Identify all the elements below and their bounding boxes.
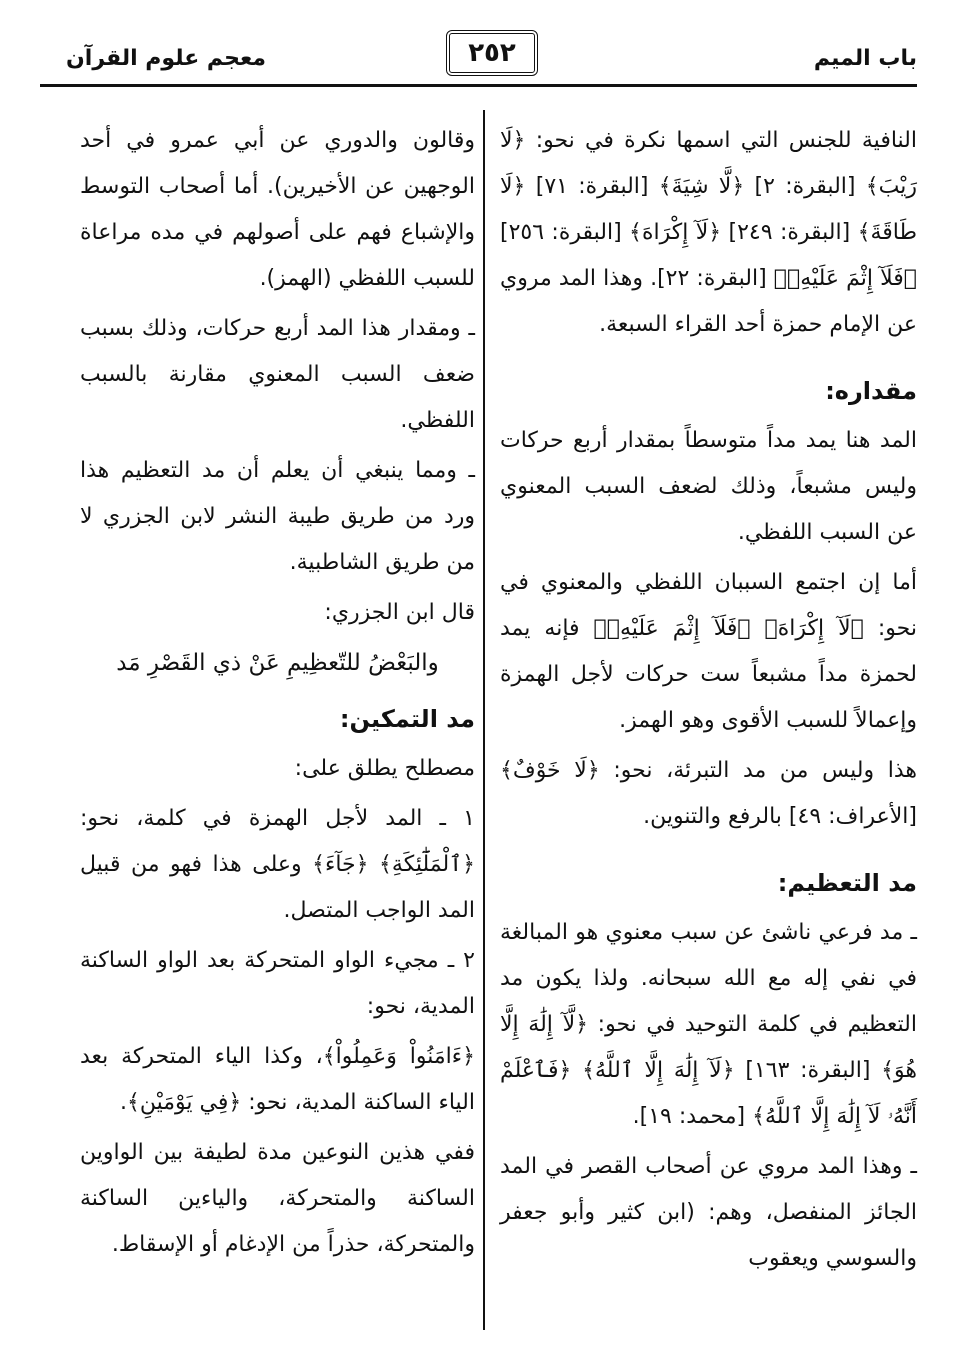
paragraph-nawayn: ففي هذين النوعين مدة لطيفة بين الواوين الساكنة والمتحركة، والياءين الساكنة والمتحركة، حذراً من الإدغام أو الإسقاط. (80, 1140, 475, 1257)
heading-madd-tamkin: مد التمكين: (339, 705, 475, 733)
paragraph-tazim-definition: ـ مد فرعي ناشئ عن سبب معنوي هو المبالغة في نفي إله مع الله سبحانه. ولذا يكون مد التعظيم في كلمة التوحيد في نحو: ﴿لَّآ إِلَٰهَ إِلَّا هُوَ﴾ [البقرة: ١٦٣] ﴿لَآ إِلَٰهَ إِلَّا ٱللَّهُ﴾ ﴿فَٱعْلَمْ أَنَّهُۥ لَآ إِلَٰهَ إِلَّا ٱللَّهُ﴾ [محمد: ١٩]. (500, 920, 918, 1129)
header-rule (40, 84, 917, 87)
paragraph-qal-ibn-jazari: قال ابن الجزري: (324, 600, 475, 625)
left-column (80, 118, 475, 1272)
paragraph-la-khawf: هذا وليس من مد التبرئة، نحو: ﴿لَا خَوْفٌ﴾ [الأعراف: ٤٩] بالرفع والتنوين. (500, 758, 917, 829)
page-header (40, 30, 917, 90)
paragraph-miqdar-arba: ـ ومقدار هذا المد أربع حركات، وذلك بسبب ضعف السبب المعنوي مقارنة بالسبب اللفظي. (80, 316, 475, 433)
chapter-title: باب الميم (813, 46, 917, 71)
heading-miqdaruhu: مقداره: (825, 377, 917, 405)
list-item-2: ٢ ـ مجيء الواو المتحركة بعد الواو الساكنة المدية، نحو: (80, 948, 475, 1019)
poem-verse: والبَعْضُ للتّعظِيمِ عَنْ ذي القَصْرِ مَد (116, 650, 439, 676)
paragraph-tayyibat-nashr: ـ ومما ينبغي أن يعلم أن مد التعظيم هذا ورد من طريق طيبة النشر لابن الجزري لا من طريق الشاطبية. (80, 458, 475, 575)
paragraph-la-nafiya: النافية للجنس التي اسمها نكرة في نحو: ﴿لَا رَيْبَ﴾ [البقرة: ٢] ﴿لَّا شِيَةَ﴾ [البقرة: ٧١] ﴿لَا طَاقَةَ﴾ [البقرة: ٢٤٩] ﴿لَآ إِكْرَاهَ﴾ [البقرة: ٢٥٦] ﴿فَلَآ إِثْمَ عَلَيْهِۚ﴾ [البقرة: ٢٢]. وهذا المد مروي عن الإمام حمزة أحد القراء السبعة. (500, 128, 917, 337)
paragraph-ashab-qasr: ـ وهذا المد مروي عن أصحاب القصر في المد الجائز المنفصل، وهم: (ابن كثير وأبو جعفر والسوسي ويعقوب (500, 1154, 917, 1271)
page-number: ٢٥٢ (446, 30, 538, 76)
column-divider (483, 110, 485, 1330)
heading-madd-tazim: مد التعظيم: (777, 869, 917, 897)
paragraph-qalun: وقالون والدوري عن أبي عمرو في أحد الوجهين عن الأخيرين). أما أصحاب التوسط والإشباع فهم على أصولهم في مده مراعاة للسبب اللفظي (الهمز). (80, 128, 475, 291)
paragraph-mustalah: مصطلح يطلق على: (294, 756, 475, 781)
list-item-1: ١ ـ المد لأجل الهمزة في كلمة، نحو: ﴿ٱلْمَلَٰٓئِكَةِ﴾ ﴿جَآءَ﴾ وعلى هذا فهو من قبيل المد الواجب المتصل. (80, 806, 475, 923)
book-title: معجم علوم القرآن (66, 46, 267, 71)
paragraph-madd-mutawassit: المد هنا يمد مداً متوسطاً بمقدار أربع حركات وليس مشبعاً، وذلك لضعف السبب المعنوي عن السبب اللفظي. (500, 428, 917, 545)
paragraph-amanu-wa-amilu: ﴿ءَامَنُواْ وَعَمِلُواْ﴾، وكذا الياء المتحركة بعد الياء الساكنة المدية، نحو: ﴿فِي يَوْمَيْنِ﴾. (80, 1044, 475, 1115)
paragraph-ijtima-sababayn: أما إن اجتمع السببان اللفظي والمعنوي في نحو: ﴿لَآ إِكْرَاهَ﴾ ﴿فَلَآ إِثْمَ عَلَيْهِۚ﴾ فإنه يمد لحمزة مداً مشبعاً ست حركات لأجل الهمزة وإعمالاً للسبب الأقوى وهو الهمز. (500, 570, 917, 733)
right-column (500, 118, 917, 1286)
